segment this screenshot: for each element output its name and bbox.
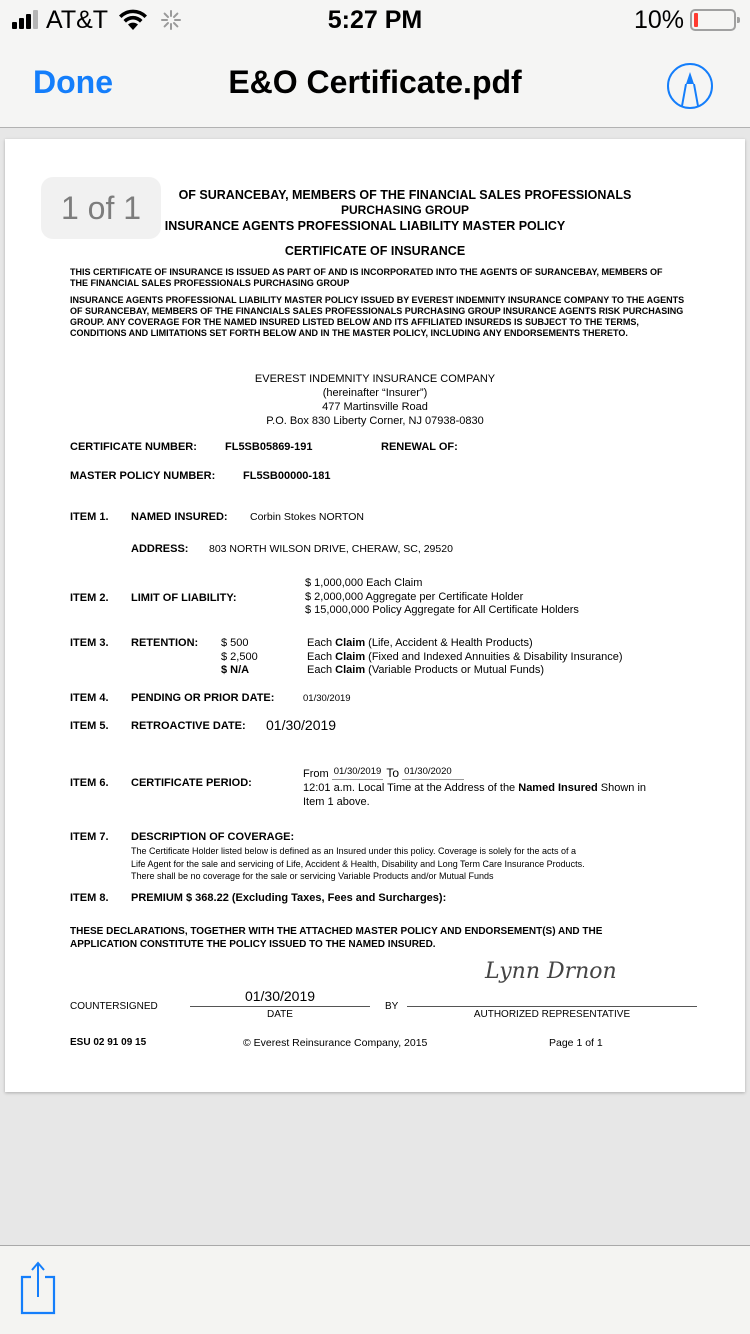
master-policy-label: MASTER POLICY NUMBER: xyxy=(70,470,216,482)
signature-line xyxy=(407,1006,697,1007)
address-label: ADDRESS: xyxy=(131,543,189,555)
limit-of-liability-label: LIMIT OF LIABILITY: xyxy=(131,592,237,604)
countersigned-date: 01/30/2019 xyxy=(244,988,316,1004)
authorized-representative-label: AUTHORIZED REPRESENTATIVE xyxy=(473,1009,631,1020)
navigation-bar xyxy=(0,40,750,128)
item2-number: ITEM 2. xyxy=(70,592,109,604)
insurer-name: EVEREST INDEMNITY INSURANCE COMPANY xyxy=(254,373,496,385)
limit-aggregate-holder: $ 2,000,000 Aggregate per Certificate Holder xyxy=(305,590,524,603)
certificate-number-label: CERTIFICATE NUMBER: xyxy=(70,441,197,453)
item1-number: ITEM 1. xyxy=(70,511,109,523)
period-note-line2: Item 1 above. xyxy=(303,796,370,808)
item6-number: ITEM 6. xyxy=(70,777,109,789)
item5-number: ITEM 5. xyxy=(70,720,109,732)
coverage-description xyxy=(131,845,721,883)
limit-each-claim: $ 1,000,000 Each Claim xyxy=(305,577,423,589)
document-header xyxy=(155,187,655,234)
page-number: Page 1 of 1 xyxy=(549,1037,603,1049)
certificate-number: FL5SB05869-191 xyxy=(225,441,313,453)
coverage-line: The Certificate Holder listed below is defined as an Insured under this policy. Coverage is solely for the acts of a xyxy=(131,846,577,856)
retention-amount: $ N/A xyxy=(221,664,250,676)
address-value: 803 NORTH WILSON DRIVE, CHERAW, SC, 29520 xyxy=(209,543,453,555)
intro-paragraph-2: INSURANCE AGENTS PROFESSIONAL LIABILITY MASTER POLICY ISSUED BY EVEREST INDEMNITY INSURANCE COMPANY TO THE AGENTS OF SURANCEBAY, MEMBERS OF THE FINANCIALS SALES PROFESSIONALS PURCHASING GROUP INSURANCE AGENTS RISK PURCHASING GROUP. ANY COVERAGE FOR THE NAMED INSURED LISTED BELOW AND ITS AFFILIATED INSUREDS IS SUBJECT TO THE TERMS, CONDITIONS AND LIMITATIONS SET FORTH BELOW AND IN THE MASTER POLICY, INCLUDING ANY ENDORSEMENTS THERETO. xyxy=(70,295,685,338)
retention-desc: Each Claim (Life, Accident & Health Products) xyxy=(307,637,533,649)
bottom-toolbar xyxy=(0,1245,750,1334)
named-insured-value: Corbin Stokes NORTON xyxy=(250,511,364,523)
pdf-page[interactable] xyxy=(5,139,745,1092)
period-note: 12:01 a.m. Local Time at the Address of the Named Insured Shown in xyxy=(303,782,647,794)
insurer-po-box: P.O. Box 830 Liberty Corner, NJ 07938-0830 xyxy=(266,415,484,427)
certificate-document xyxy=(5,139,745,1092)
by-label: BY xyxy=(385,1001,399,1012)
declarations-line: APPLICATION CONSTITUTE THE POLICY ISSUED TO THE NAMED INSURED. xyxy=(70,939,436,950)
form-number: ESU 02 91 09 15 xyxy=(70,1037,147,1048)
share-icon[interactable] xyxy=(20,1261,56,1317)
retroactive-date-label: RETROACTIVE DATE: xyxy=(131,720,246,732)
document-title: E&O Certificate.pdf xyxy=(228,64,522,100)
page-indicator: 1 of 1 xyxy=(41,177,161,239)
item4-number: ITEM 4. xyxy=(70,692,109,704)
retention-desc: Each Claim (Fixed and Indexed Annuities & Disability Insurance) xyxy=(307,650,623,663)
premium-label: PREMIUM $ 368.22 (Excluding Taxes, Fees and Surcharges): xyxy=(131,892,447,904)
clock: 5:27 PM xyxy=(327,6,423,34)
item7-number: ITEM 7. xyxy=(70,831,109,843)
header-line: OF SURANCEBAY, MEMBERS OF THE FINANCIAL SALES PROFESSIONALS xyxy=(178,188,632,202)
insurer-block xyxy=(5,372,745,428)
declarations xyxy=(70,925,710,951)
pending-prior-date-label: PENDING OR PRIOR DATE: xyxy=(131,692,275,704)
retention-amounts xyxy=(221,637,258,678)
period-range: From 01/30/2019 To 01/30/2020 xyxy=(303,765,703,781)
limits-list xyxy=(305,577,579,618)
description-of-coverage-label: DESCRIPTION OF COVERAGE: xyxy=(131,831,295,843)
declarations-line: THESE DECLARATIONS, TOGETHER WITH THE ATTACHED MASTER POLICY AND ENDORSEMENT(S) AND THE xyxy=(70,926,603,937)
coverage-line: There shall be no coverage for the sale or servicing Variable Products and/or Mutual Funds xyxy=(131,871,494,881)
certificate-title: CERTIFICATE OF INSURANCE xyxy=(284,244,466,258)
retention-label: RETENTION: xyxy=(131,637,199,649)
carrier-name: AT&T xyxy=(46,5,109,34)
intro-paragraph-1: THIS CERTIFICATE OF INSURANCE IS ISSUED AS PART OF AND IS INCORPORATED INTO THE AGENTS OF SURANCEBAY, MEMBERS OF THE FINANCIAL SALES PROFESSIONALS PURCHASING GROUP xyxy=(70,267,663,288)
retention-amount: $ 2,500 xyxy=(221,650,258,663)
named-insured-label: NAMED INSURED: xyxy=(131,511,228,523)
retention-descriptions xyxy=(307,637,623,678)
period-from: 01/30/2019 xyxy=(332,765,384,780)
retroactive-date-value: 01/30/2019 xyxy=(266,717,337,733)
item3-number: ITEM 3. xyxy=(70,637,109,649)
retention-desc: Each Claim (Variable Products or Mutual Funds) xyxy=(307,664,545,676)
date-label: DATE xyxy=(267,1009,293,1020)
pdf-viewer[interactable] xyxy=(0,129,750,1245)
done-button[interactable]: Done xyxy=(33,64,113,100)
master-policy-number: FL5SB00000-181 xyxy=(243,470,331,482)
markup-pen-icon[interactable] xyxy=(666,62,714,110)
limit-policy-aggregate: $ 15,000,000 Policy Aggregate for All Certificate Holders xyxy=(305,604,579,616)
insurer-alias: (hereinafter “Insurer”) xyxy=(322,387,428,399)
period-to: 01/30/2020 xyxy=(402,765,464,780)
pending-prior-date-value: 01/30/2019 xyxy=(303,693,351,704)
coverage-line: Life Agent for the sale and servicing of Life, Accident & Health, Disability and Long Term Care Insurance Products. xyxy=(131,858,585,869)
status-bar xyxy=(0,0,750,40)
renewal-of-label: RENEWAL OF: xyxy=(381,441,458,453)
certificate-period xyxy=(303,765,703,809)
date-line xyxy=(190,1006,370,1007)
signature: Lynn Drnon xyxy=(485,959,617,984)
retention-amount: $ 500 xyxy=(221,637,249,649)
item8-number: ITEM 8. xyxy=(70,892,109,904)
header-line: PURCHASING GROUP xyxy=(340,203,469,217)
countersigned-label: COUNTERSIGNED xyxy=(70,1001,158,1012)
battery-percent: 10% xyxy=(633,5,684,34)
battery-icon xyxy=(690,9,736,31)
certificate-period-label: CERTIFICATE PERIOD: xyxy=(131,777,252,789)
copyright: © Everest Reinsurance Company, 2015 xyxy=(243,1037,428,1049)
insurer-street: 477 Martinsville Road xyxy=(322,401,428,413)
header-line: INSURANCE AGENTS PROFESSIONAL LIABILITY MASTER POLICY xyxy=(164,219,566,233)
